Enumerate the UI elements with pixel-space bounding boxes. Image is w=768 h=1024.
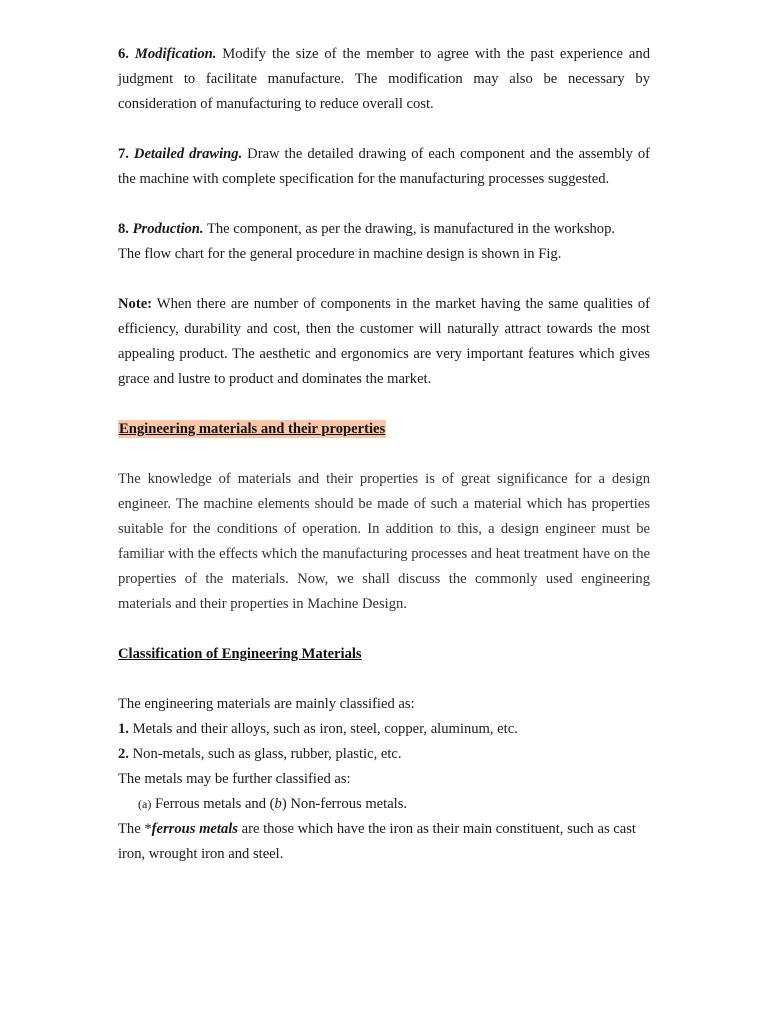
step-production [118, 217, 650, 242]
page-content [118, 42, 650, 867]
list-item [118, 717, 650, 742]
sub-text: Ferrous metals and ( [151, 796, 275, 812]
flow-chart-line: The flow chart for the general procedure in machine design is shown in Fig. [118, 246, 562, 262]
further-classification: The metals may be further classified as: [118, 771, 351, 787]
list-number: 1. [118, 721, 129, 737]
step-detailed-drawing [118, 142, 650, 192]
step-text: Modify the size of the member to agree with the past experience and judgment to facilitate manufacture. The modification may also be necessary by consideration of manufacturing to reduce overall cost. [118, 46, 651, 112]
heading-text: Engineering materials and their properties [119, 421, 386, 437]
note-paragraph [118, 292, 650, 392]
step-term: Modification. [134, 46, 217, 62]
section-heading-classification: Classification of Engineering Materials [118, 646, 362, 662]
sub-marker-b: b [274, 796, 282, 812]
list-text: Non-metals, such as glass, rubber, plastic, etc. [128, 746, 402, 762]
ferrous-term: ferrous metals [151, 821, 238, 837]
step-number: 8. [118, 221, 129, 237]
ferrous-prefix: The * [118, 821, 152, 837]
classification-intro: The engineering materials are mainly classified as: [118, 696, 415, 712]
list-number: 2. [118, 746, 129, 762]
ferrous-definition [118, 817, 650, 867]
step-number: 7. [118, 146, 129, 162]
list-text: Metals and their alloys, such as iron, steel, copper, aluminum, etc. [128, 721, 518, 737]
step-text: Draw the detailed drawing of each component and the assembly of the machine with complete specification for the manufacturing processes suggested. [118, 146, 650, 187]
step-modification [118, 42, 650, 117]
sub-text: ) Non-ferrous metals. [281, 796, 408, 812]
section-heading-materials [118, 417, 650, 442]
step-number: 6. [118, 46, 129, 62]
note-text: When there are number of components in the market having the same qualities of efficiency, durability and cost, then the customer will naturally attract towards the most appealing product. The aesthetic and ergonomics are very important features which gives grace and lustre to product and dominates the market. [118, 296, 650, 387]
ferrous-text: are those which have the iron as their main constituent, such as cast iron, wrought iron and steel. [118, 821, 636, 862]
note-label: Note: [118, 296, 153, 312]
step-term: Detailed drawing. [133, 146, 243, 162]
materials-paragraph: The knowledge of materials and their properties is of great significance for a design engineer. The machine elements should be made of such a material which has properties suitable for the conditions of operation. In addition to this, a design engineer must be familiar with the effects which the manufacturing processes and heat treatment have on the properties of the materials. Now, we shall discuss the commonly used engineering materials and their properties in Machine Design. [118, 471, 650, 612]
sub-classification-item [118, 792, 650, 817]
list-item [118, 742, 650, 767]
step-term: Production. [132, 221, 204, 237]
step-text: The component, as per the drawing, is manufactured in the workshop. [203, 221, 616, 237]
sub-marker: (a) [138, 797, 152, 811]
